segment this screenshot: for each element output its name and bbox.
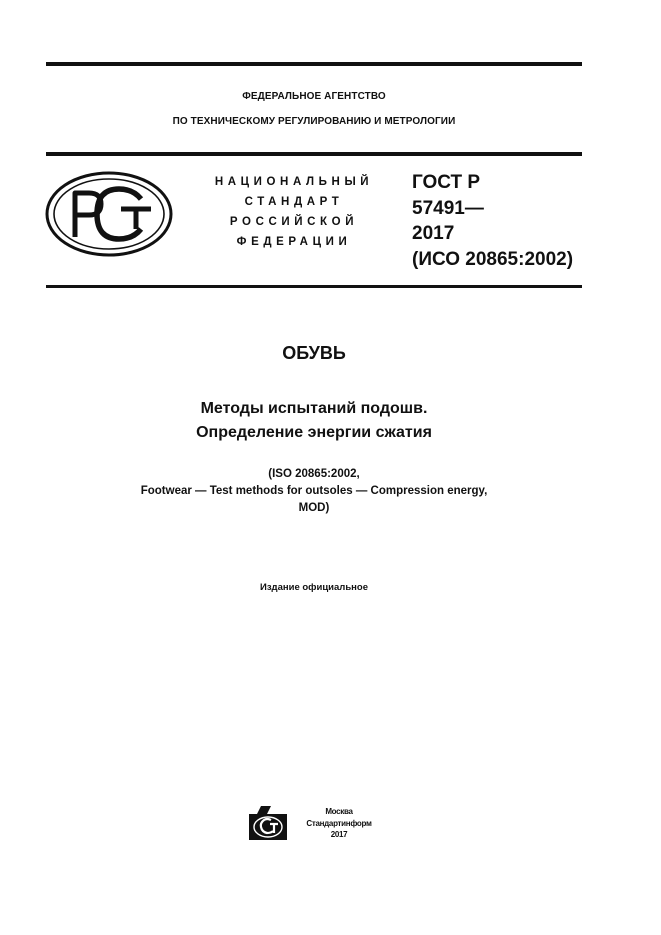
standard-type bbox=[196, 172, 392, 252]
publisher-city: Москва bbox=[325, 807, 353, 816]
iso-reference-line: Footwear — Test methods for outsoles — Compression energy, bbox=[140, 485, 488, 497]
standartinform-logo-icon bbox=[249, 806, 287, 840]
subtitle-line: Методы испытаний подошв. bbox=[200, 400, 428, 417]
publisher-name: Стандартинформ bbox=[306, 818, 372, 828]
designation-line: ГОСТ Р bbox=[412, 172, 481, 193]
iso-reference-line: (ISO 20865:2002, bbox=[268, 468, 360, 480]
standard-designation bbox=[412, 170, 573, 272]
document-title: ОБУВЬ bbox=[282, 343, 346, 363]
top-rule bbox=[46, 62, 582, 66]
bottom-rule bbox=[46, 285, 582, 288]
standard-type-line: РОССИЙСКОЙ bbox=[229, 216, 359, 228]
middle-rule bbox=[46, 152, 582, 156]
standard-type-line: НАЦИОНАЛЬНЫЙ bbox=[214, 176, 374, 188]
edition-note: Издание официальное bbox=[260, 582, 368, 593]
iso-reference bbox=[46, 466, 582, 517]
designation-line: 2017 bbox=[412, 223, 455, 244]
agency-name-line-1: ФЕДЕРАЛЬНОЕ АГЕНТСТВО bbox=[242, 91, 386, 102]
designation-line: 57491— bbox=[412, 197, 484, 219]
standard-type-line: ФЕДЕРАЦИИ bbox=[236, 236, 352, 248]
rst-certification-mark-icon bbox=[45, 171, 173, 257]
designation-line: (ИСО 20865:2002) bbox=[412, 248, 574, 270]
standard-type-line: СТАНДАРТ bbox=[244, 196, 344, 208]
publisher-imprint bbox=[296, 806, 382, 841]
iso-reference-line: MOD) bbox=[298, 502, 330, 514]
document-subtitle bbox=[46, 397, 582, 445]
publisher-year: 2017 bbox=[330, 830, 348, 839]
subtitle-line: Определение энергии сжатия bbox=[196, 424, 432, 441]
agency-name-line-2: ПО ТЕХНИЧЕСКОМУ РЕГУЛИРОВАНИЮ И МЕТРОЛОГИИ bbox=[172, 116, 456, 127]
